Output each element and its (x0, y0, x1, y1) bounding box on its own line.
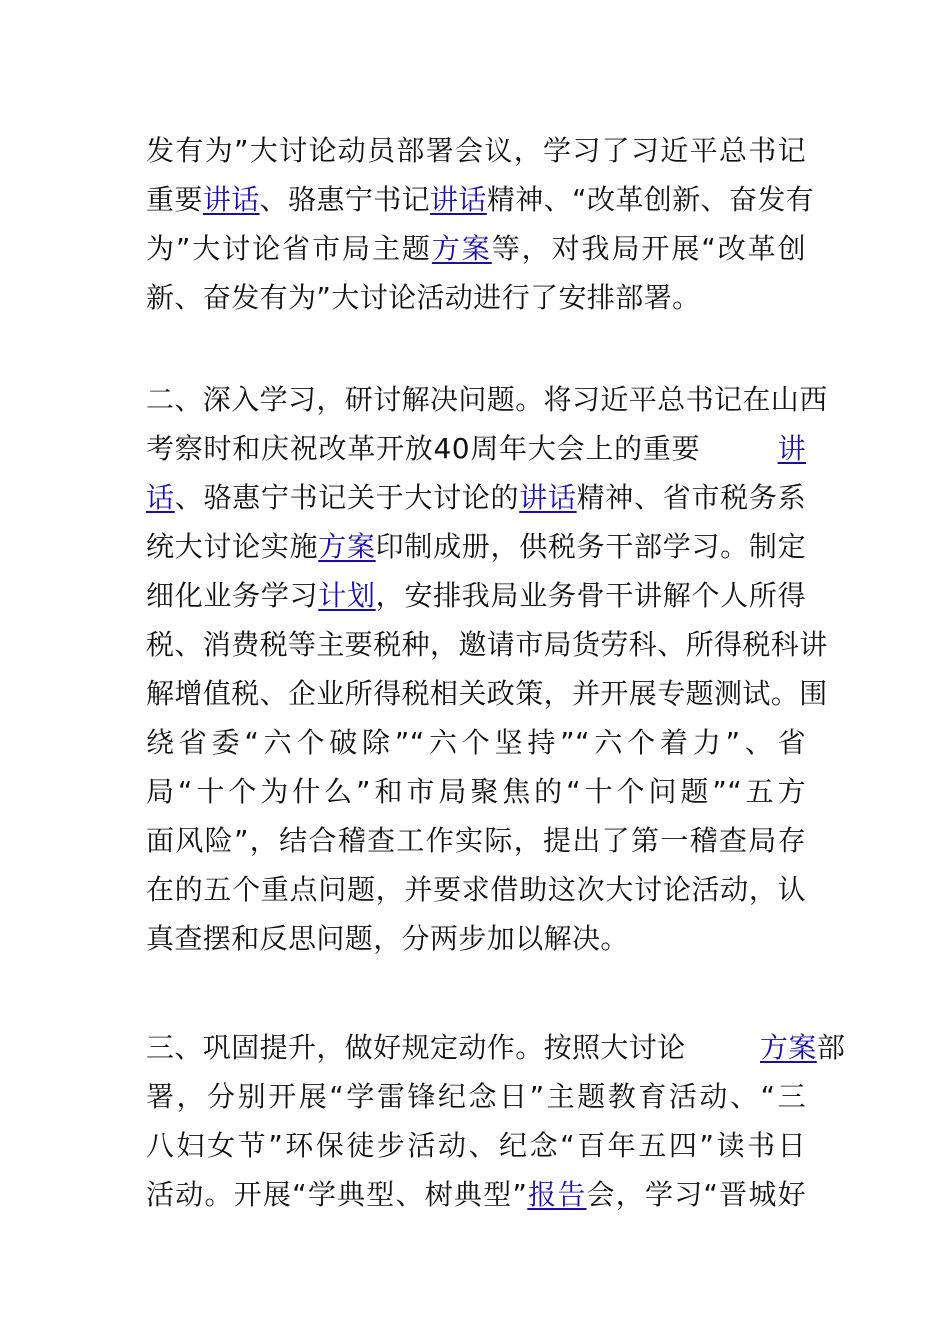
text-segment: 细化业务学习 (146, 579, 319, 612)
text-line (146, 126, 806, 175)
text-segment: 会，学习“晋城好 (586, 1178, 806, 1211)
paragraph-2 (146, 375, 828, 963)
hyperlink[interactable]: 讲 (777, 432, 806, 465)
text-segment: 印制成册，供税务干部学习。制定 (375, 530, 806, 563)
text-line (146, 273, 806, 322)
text-segment: 真查摆和反思问题，分两步加以解决。 (146, 922, 629, 955)
hyperlink[interactable]: 讲话 (202, 183, 260, 216)
paragraph-3 (146, 1023, 846, 1219)
hyperlink[interactable]: 讲话 (430, 183, 487, 216)
text-line (146, 718, 806, 767)
text-line (146, 767, 806, 816)
text-line (146, 175, 815, 224)
text-segment: 重要 (146, 183, 203, 216)
text-segment: 八妇女节”环保徒步活动、纪念“百年五四”读书日 (146, 1129, 806, 1162)
text-segment: 精神、“改革创新、奋发有 (486, 183, 815, 216)
hyperlink[interactable]: 方案 (318, 530, 376, 563)
text-line (146, 865, 806, 914)
text-segment: 解增值税、企业所得税相关政策，并开展专题测试。围 (146, 677, 828, 710)
text-segment: 在的五个重点问题，并要求借助这次大讨论活动，认 (146, 873, 806, 906)
text-segment: 考察时和庆祝改革开放40周年大会上的重要 (146, 432, 778, 465)
text-segment: 三、巩固提升，做好规定动作。按照大讨论 (146, 1031, 761, 1064)
text-line (146, 620, 828, 669)
hyperlink[interactable]: 计划 (318, 579, 376, 612)
text-segment: 为”大讨论省市局主题 (146, 232, 432, 265)
text-line (146, 224, 806, 273)
text-line (146, 1121, 806, 1170)
text-segment: 等，对我局开展“改革创 (491, 232, 806, 265)
text-line (146, 1170, 806, 1219)
text-segment: 统大讨论实施 (146, 530, 319, 563)
text-segment: 署，分别开展“学雷锋纪念日”主题教育活动、“三 (146, 1080, 806, 1113)
hyperlink[interactable]: 讲话 (519, 481, 577, 514)
text-line (146, 375, 828, 424)
hyperlink[interactable]: 方案 (760, 1031, 817, 1064)
text-line (146, 473, 806, 522)
text-line (146, 522, 806, 571)
text-line (146, 1072, 806, 1121)
text-segment: 发有为”大讨论动员部署会议，学习了习近平总书记 (146, 134, 806, 167)
text-segment: 税、消费税等主要税种，邀请市局货劳科、所得税科讲 (146, 628, 828, 661)
paragraph-1 (146, 126, 815, 322)
text-segment: ，安排我局业务骨干讲解个人所得 (375, 579, 806, 612)
text-segment: 、骆惠宁书记关于大讨论的 (174, 481, 520, 514)
text-segment: 、骆惠宁书记 (259, 183, 431, 216)
hyperlink[interactable]: 报告 (527, 1178, 587, 1211)
text-segment: 部 (816, 1031, 846, 1064)
text-line (146, 914, 806, 963)
text-line (146, 1023, 846, 1072)
text-line (146, 669, 828, 718)
text-segment: 精神、省市税务系 (576, 481, 806, 514)
text-line (146, 816, 806, 865)
hyperlink[interactable]: 话 (146, 481, 175, 514)
text-segment: 二、深入学习，研讨解决问题。将习近平总书记在山西 (146, 383, 828, 416)
text-segment: 绕省委“六个破除”“六个坚持”“六个着力”、省 (146, 726, 806, 759)
text-line (146, 571, 806, 620)
text-segment: 新、奋发有为”大讨论活动进行了安排部署。 (146, 281, 701, 314)
text-segment: 局“十个为什么”和市局聚焦的“十个问题”“五方 (146, 775, 806, 808)
hyperlink[interactable]: 方案 (431, 232, 492, 265)
text-segment: 面风险”，结合稽查工作实际，提出了第一稽查局存 (146, 824, 806, 857)
text-line (146, 424, 806, 473)
text-segment: 活动。开展“学典型、树典型” (146, 1178, 528, 1211)
